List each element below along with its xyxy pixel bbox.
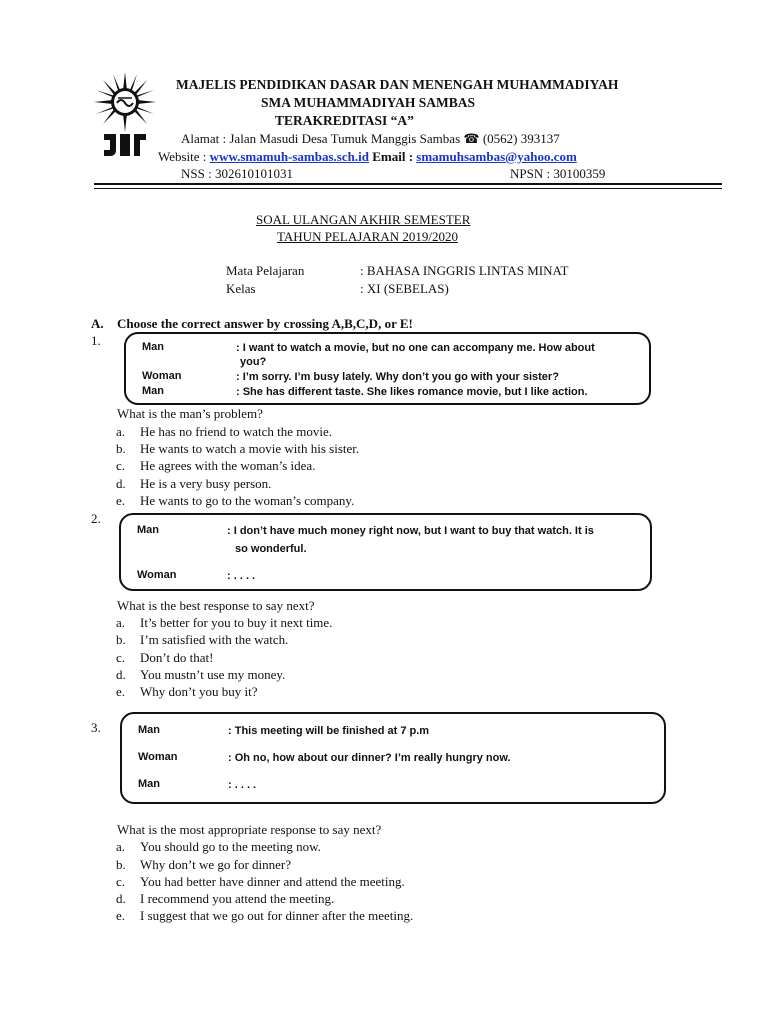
option-b[interactable]: b. Why don’t we go for dinner? [116,857,292,872]
speaker: Man [142,385,164,397]
option-c[interactable]: c. You had better have dinner and attend the meeting. [116,874,405,889]
dialog-line: : . . . . [227,570,256,582]
option-e[interactable]: e. I suggest that we go out for dinner after the meeting. [116,908,414,923]
header-npsn: NPSN : 30100359 [510,166,606,181]
dialog-line: : This meeting will be finished at 7 p.m [228,725,430,737]
option-e[interactable]: e. Why don’t you buy it? [116,684,258,699]
question-number: 2. [91,511,101,526]
option-b[interactable]: b. He wants to watch a movie with his sister. [116,441,360,456]
question-text: What is the best response to say next? [117,598,315,613]
question-number: 3. [91,720,101,735]
header-contact [158,149,577,165]
website-link[interactable]: www.smamuh-sambas.sch.id [209,149,369,164]
speaker: Woman [138,751,178,763]
header-line-1: MAJELIS PENDIDIKAN DASAR DAN MENENGAH MUHAMMADIYAH [176,77,619,92]
question-number: 1. [91,333,101,348]
dialog-line: : Oh no, how about our dinner? I’m really hungry now. [228,752,511,764]
option-e[interactable]: e. He wants to go to the woman’s company. [116,493,355,508]
dialog-line: you? [240,356,267,368]
option-a[interactable]: a. You should go to the meeting now. [116,839,321,854]
speaker: Man [142,341,164,353]
class-value: : XI (SEBELAS) [360,281,449,296]
dialog-box [124,332,651,405]
header-school-name: SMA MUHAMMADIYAH SAMBAS [261,95,476,110]
option-d[interactable]: d. I recommend you attend the meeting. [116,891,335,906]
dialog-box [119,513,652,591]
option-a[interactable]: a. It’s better for you to buy it next time. [116,615,333,630]
speaker: Man [138,778,160,790]
website-label: Website : [158,149,210,164]
speaker: Man [137,524,159,536]
question-text: What is the most appropriate response to say next? [117,822,382,837]
dialog-box [120,712,666,804]
speaker: Man [138,724,160,736]
dialog-line: so wonderful. [235,543,307,555]
exam-title: SOAL ULANGAN AKHIR SEMESTER [256,212,471,227]
subject-label: Mata Pelajaran [226,263,305,278]
dialog-line: : I want to watch a movie, but no one can accompany me. How about [236,342,595,354]
header-divider-thin [94,188,722,189]
email-label: Email : [368,149,417,164]
speaker: Woman [137,569,177,581]
header-nss: NSS : 302610101031 [181,166,293,181]
header-divider-thick [94,183,722,185]
dialog-line: : I don’t have much money right now, but I want to buy that watch. It is [227,525,594,537]
section-instruction: Choose the correct answer by crossing A,B,C,D, or E! [117,316,413,331]
option-c[interactable]: c. Don’t do that! [116,650,214,665]
question-text: What is the man’s problem? [117,406,263,421]
speaker: Woman [142,370,182,382]
option-b[interactable]: b. I’m satisfied with the watch. [116,632,289,647]
dialog-line: : She has different taste. She likes romance movie, but I like action. [236,386,588,398]
option-c[interactable]: c. He agrees with the woman’s idea. [116,458,316,473]
header-accreditation: TERAKREDITASI “A” [275,113,414,128]
class-label: Kelas [226,281,256,296]
exam-year: TAHUN PELAJARAN 2019/2020 [277,229,458,244]
option-d[interactable]: d. You mustn’t use my money. [116,667,286,682]
option-a[interactable]: a. He has no friend to watch the movie. [116,424,333,439]
school-logo-icon [92,70,158,166]
dialog-line: : I’m sorry. I’m busy lately. Why don’t you go with your sister? [236,371,559,383]
email-link[interactable]: smamuhsambas@yahoo.com [416,149,577,164]
section-letter: A. [91,316,104,331]
header-address: Alamat : Jalan Masudi Desa Tumuk Manggis Sambas ☎ (0562) 393137 [181,131,560,146]
option-d[interactable]: d. He is a very busy person. [116,476,272,491]
subject-value: : BAHASA INGGRIS LINTAS MINAT [360,263,569,278]
dialog-line: : . . . . [228,779,257,791]
